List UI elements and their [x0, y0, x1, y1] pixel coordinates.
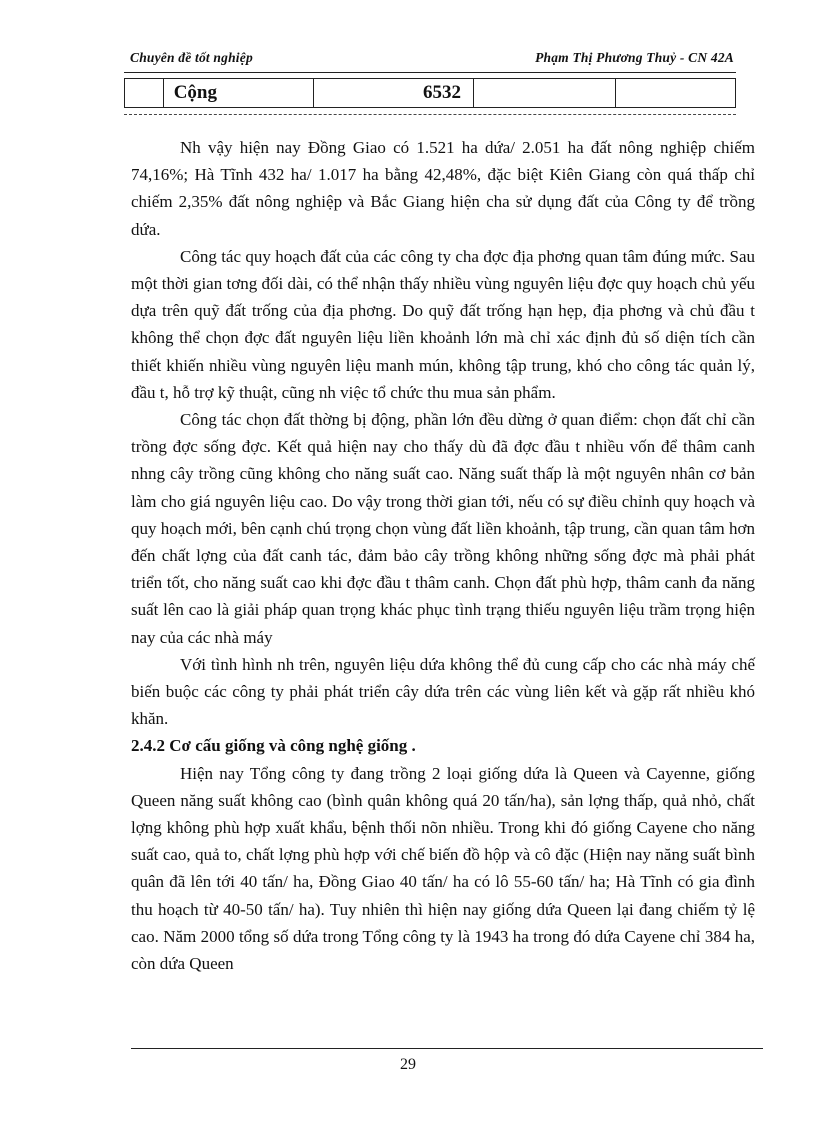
- body-text: [131, 134, 755, 977]
- page-header: [124, 38, 736, 68]
- paragraph: Công tác quy hoạch đất của các công ty cha đợc địa phơng quan tâm đúng mức. Sau một thời gian tơng đối dài, có thể nhận thấy nhiều vùng nguyên liệu đợc quy hoạch chủ yếu dựa trên quỹ đất trống của địa phơng. Do quỹ đất trống hạn hẹp, địa phơng và chủ đầu t không thể chọn đợc đất nguyên liệu liền khoảnh lớn mà chỉ xác định đủ số diện tích cần thiết khiến nhiều vùng nguyên liệu manh mún, không tập trung, khó cho công tác quản lý, đầu t, hỗ trợ kỹ thuật, cũng nh việc tổ chức thu mua sản phẩm.: [131, 246, 755, 402]
- paragraph: Với tình hình nh trên, nguyên liệu dứa không thể đủ cung cấp cho các nhà máy chế biến buộc các công ty phải phát triển cây dứa trên các vùng liên kết và gặp rất nhiều khó khăn.: [131, 654, 755, 729]
- table-bottom-rule: [124, 114, 736, 115]
- table-cell-empty: [125, 79, 164, 108]
- paragraph: Công tác chọn đất thờng bị động, phần lớn đều dừng ở quan điểm: chọn đất chỉ cần trồng đợc sống đợc. Kết quả hiện nay cho thấy dù đã đợc đầu t nhiều vốn để thâm canh nhng cây trồng cũng không cho năng suất cao. Năng suất thấp là một nguyên nhân cơ bản làm cho giá nguyên liệu cao. Do vậy trong thời gian tới, nếu có sự điều chỉnh quy hoạch và quy hoạch mới, bên cạnh chú trọng chọn vùng đất liền khoảnh, tập trung, cần quan tâm hơn đến chất lợng của đất canh tác, đảm bảo cây trồng không những sống đợc mà phải phát triển tốt, cho năng suất cao khi đợc đầu t thâm canh. Chọn đất phù hợp, thâm canh đa năng suất lên cao là giải pháp quan trọng khác phục tình trạng thiếu nguyên liệu trầm trọng hiện nay của các nhà máy: [131, 410, 755, 647]
- header-divider: [124, 72, 736, 73]
- footer-divider: [131, 1048, 763, 1049]
- table-row: [125, 79, 736, 108]
- summary-table: [124, 78, 736, 108]
- table-cell-total-label: Cộng: [163, 79, 313, 108]
- table-cell-empty: [615, 79, 735, 108]
- table-cell-total-value: 6532: [313, 79, 473, 108]
- page-number: 29: [400, 1056, 416, 1073]
- header-document-type: Chuyên đề tốt nghiệp: [130, 50, 253, 65]
- table-cell-empty: [474, 79, 616, 108]
- paragraph: Nh vậy hiện nay Đồng Giao có 1.521 ha dứa/ 2.051 ha đất nông nghiệp chiếm 74,16%; Hà Tĩnh 432 ha/ 1.017 ha bằng 42,48%, đặc biệt Kiên Giang còn quá thấp chỉ chiếm 2,35% đất nông nghiệp và Bắc Giang hiện cha sử dụng đất của Công ty để trồng dứa.: [131, 138, 755, 239]
- header-author: Phạm Thị Phương Thuỷ - CN 42A: [535, 50, 734, 65]
- section-heading: 2.4.2 Cơ cấu giống và công nghệ giống .: [131, 736, 416, 756]
- paragraph: Hiện nay Tổng công ty đang trồng 2 loại giống dứa là Queen và Cayenne, giống Queen năng suất không cao (bình quân không quá 20 tấn/ha), sản lợng thấp, quả nhỏ, chất lợng không phù hợp xuất khẩu, bệnh thối nõn nhiều. Trong khi đó giống Cayene cho năng suất cao, quả to, chất lợng phù hợp với chế biến đồ hộp và cô đặc (Hiện nay năng suất bình quân đã lên tới 40 tấn/ ha, Đồng Giao 40 tấn/ ha có lô 55-60 tấn/ ha; Hà Tĩnh có gia đình thu hoạch từ 40-50 tấn/ ha). Tuy nhiên thì hiện nay giống dứa Queen lại đang chiếm tỷ lệ cao. Năm 2000 tổng số dứa trong Tổng công ty là 1943 ha trong đó dứa Cayene chỉ 384 ha, còn dứa Queen: [131, 763, 755, 974]
